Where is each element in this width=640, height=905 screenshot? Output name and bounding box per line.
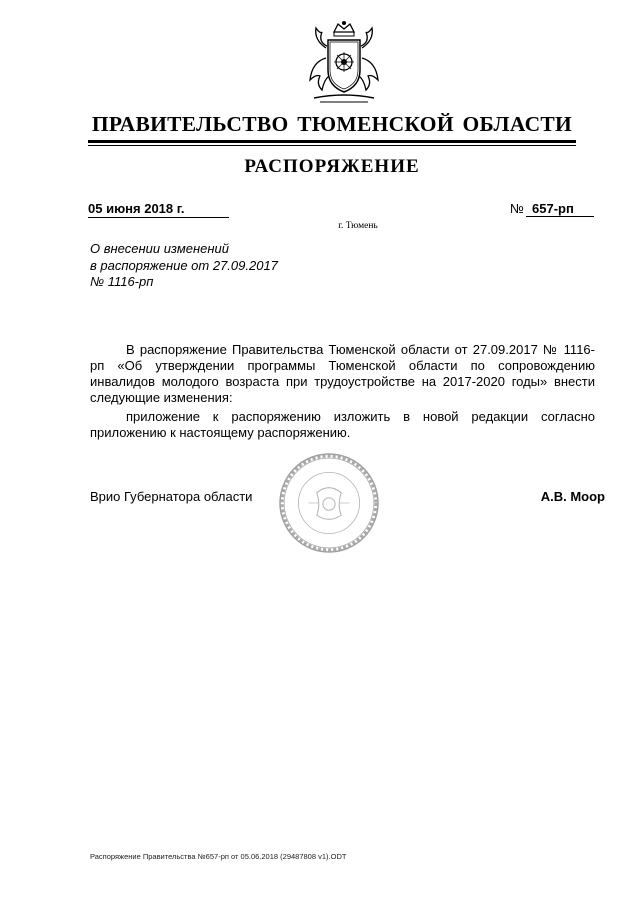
body-paragraph: приложение к распоряжению изложить в новой редакции согласно приложению к настоящему распоряжению. [90,409,595,440]
header-rule-thick [88,140,576,143]
city: г. Тюмень [338,221,378,231]
body-paragraph: В распоряжение Правительства Тюменской области от 27.09.2017 № 1116-рп «Об утверждении программы Тюменской области по сопровождению инвалидов молодого возраста при трудоустройстве на 2017-2020 годы» внести следующие изменения: [90,342,595,405]
document-date: 05 июня 2018 г. [88,201,229,218]
government-name: ПРАВИТЕЛЬСТВО ТЮМЕНСКОЙ ОБЛАСТИ [91,112,573,136]
subject-line: № 1116-рп [90,274,154,289]
subject-line: О внесении изменений [90,241,229,256]
official-seal-icon [278,452,380,554]
number-label: № [510,201,524,216]
document-subject [90,241,390,291]
signatory-name: А.В. Моор [540,489,605,504]
document-type: РАСПОРЯЖЕНИЕ [244,156,420,177]
signatory-title: Врио Губернатора области [90,489,253,504]
header-rule-thin [88,145,576,146]
subject-line: в распоряжение от 27.09.2017 [90,257,278,273]
document-footer: Распоряжение Правительства №657-рп от 05.06.2018 (29487808 v1).ODT [90,852,347,861]
coat-of-arms-icon [300,18,388,108]
document-number: 657-рп [526,201,594,217]
